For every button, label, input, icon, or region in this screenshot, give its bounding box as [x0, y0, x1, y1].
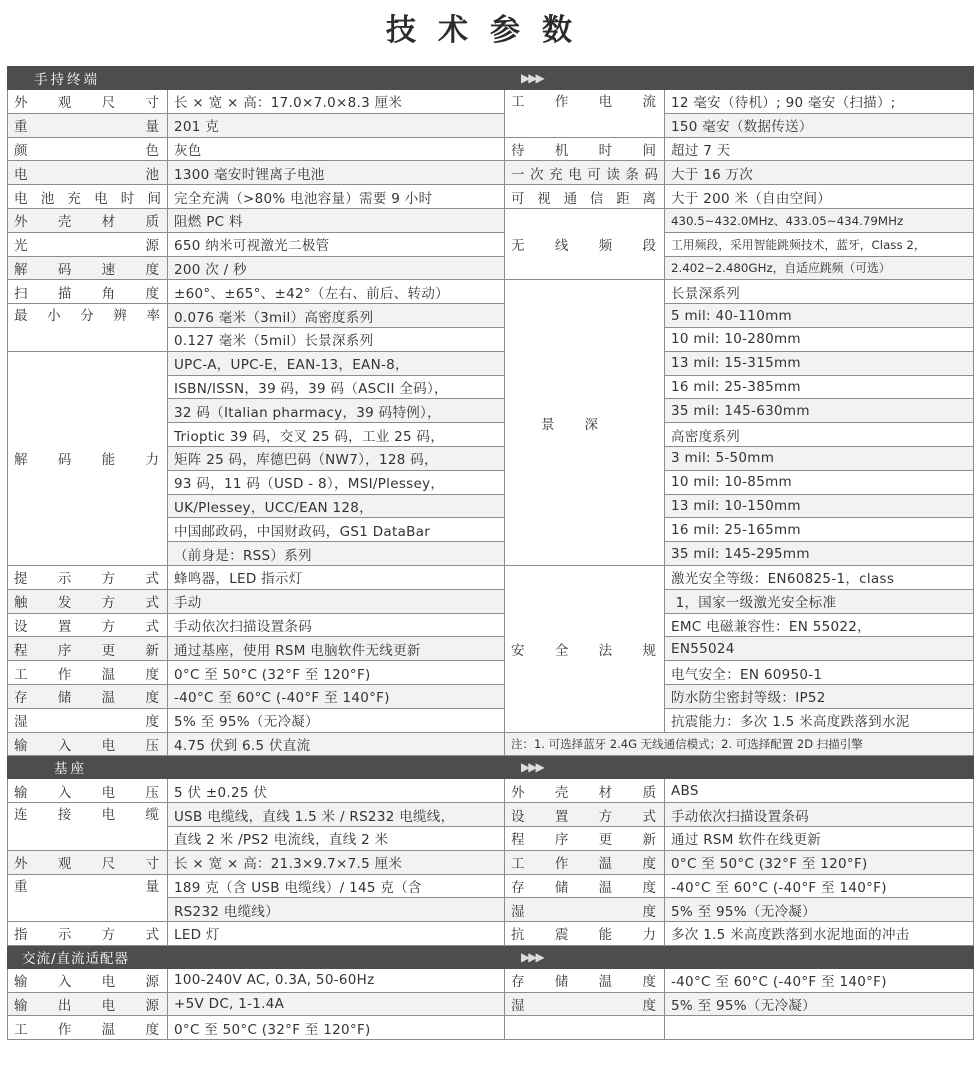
spec-value: 0°C 至 50°C (32°F 至 120°F) — [168, 661, 505, 685]
spec-label: 颜色 — [8, 137, 168, 161]
spec-value: LED 灯 — [168, 922, 505, 946]
spec-value: UK/Plessey，UCC/EAN 128， — [168, 494, 505, 518]
spec-value: 430.5~432.0MHz、433.05~434.79MHz — [665, 208, 974, 232]
page-title: 技术参数 — [386, 13, 594, 48]
table-row — [8, 161, 974, 185]
spec-value: 长 × 宽 × 高：21.3×9.7×7.5 厘米 — [168, 850, 505, 874]
section-title: 基座 — [8, 756, 505, 779]
spec-value: 激光安全等级：EN60825-1，class — [665, 565, 974, 589]
spec-value: EMC 电磁兼容性：EN 55022， — [665, 613, 974, 637]
spec-label: 工作温度 — [8, 661, 168, 685]
spec-value: USB 电缆线，直线 1.5 米 / RS232 电缆线， — [168, 803, 505, 827]
spec-value: 长 × 宽 × 高：17.0×7.0×8.3 厘米 — [168, 90, 505, 114]
spec-label: 湿度 — [505, 898, 665, 922]
footnote: 注：1. 可选择蓝牙 2.4G 无线通信模式；2. 可选择配置 2D 扫描引擎 — [505, 732, 974, 756]
spec-label: 外观尺寸 — [8, 90, 168, 114]
spec-value: 2.402~2.480GHz，自适应跳频（可选） — [665, 256, 974, 280]
spec-value: 电气安全：EN 60950-1 — [665, 661, 974, 685]
spec-value: 150 毫安（数据传送） — [665, 113, 974, 137]
spec-value: 多次 1.5 米高度跌落到水泥地面的冲击 — [665, 922, 974, 946]
spec-label: 设置方式 — [8, 613, 168, 637]
spec-value: 抗震能力：多次 1.5 米高度跌落到水泥 — [665, 708, 974, 732]
spec-label: 湿度 — [505, 992, 665, 1016]
table-row — [8, 684, 974, 708]
spec-value: 10 mil: 10-85mm — [665, 470, 974, 494]
table-row — [8, 1016, 974, 1040]
spec-label: 电池 — [8, 161, 168, 185]
spec-value: Trioptic 39 码，交叉 25 码，工业 25 码， — [168, 423, 505, 447]
table-row — [8, 613, 974, 637]
spec-label: 电池充电时间 — [8, 185, 168, 209]
spec-value: 直线 2 米 /PS2 电流线，直线 2 米 — [168, 826, 505, 850]
spec-value — [665, 1016, 974, 1040]
spec-value: 93 码，11 码（USD - 8），MSI/Plessey， — [168, 470, 505, 494]
spec-value: 3 mil: 5-50mm — [665, 446, 974, 470]
spec-label: 重量 — [8, 113, 168, 137]
spec-label: 湿度 — [8, 708, 168, 732]
spec-value: 16 mil: 25-165mm — [665, 518, 974, 542]
spec-value: 13 mil: 10-150mm — [665, 494, 974, 518]
spec-label: 无线频段 — [505, 208, 665, 279]
spec-value: 阻燃 PC 料 — [168, 208, 505, 232]
spec-label: 程序更新 — [8, 637, 168, 661]
spec-label: 输入电压 — [8, 779, 168, 803]
table-row — [8, 779, 974, 803]
spec-value: 12 毫安（待机）; 90 毫安（扫描）; — [665, 90, 974, 114]
spec-label: 最小分辨率 — [8, 304, 168, 352]
spec-label: 光源 — [8, 232, 168, 256]
table-row — [8, 185, 974, 209]
spec-value: 35 mil: 145-295mm — [665, 542, 974, 566]
spec-value: ABS — [665, 779, 974, 803]
spec-value: 矩阵 25 码，库德巴码（NW7），128 码， — [168, 446, 505, 470]
spec-value: 蜂鸣器，LED 指示灯 — [168, 565, 505, 589]
table-row — [8, 208, 974, 232]
spec-table — [7, 66, 974, 1040]
spec-label: 触发方式 — [8, 589, 168, 613]
table-row — [8, 661, 974, 685]
spec-value: 高密度系列 — [665, 423, 974, 447]
table-row — [8, 850, 974, 874]
section-title: 交流/直流适配器 — [8, 945, 505, 968]
spec-value: 手动依次扫描设置条码 — [168, 613, 505, 637]
spec-value: 大于 200 米（自由空间） — [665, 185, 974, 209]
arrows-icon: ▶▶▶ — [521, 71, 543, 85]
spec-label: 程序更新 — [505, 826, 665, 850]
spec-value: 0.127 毫米（5mil）长景深系列 — [168, 327, 505, 351]
spec-value: 灰色 — [168, 137, 505, 161]
spec-value: 中国邮政码，中国财政码，GS1 DataBar — [168, 518, 505, 542]
table-row — [8, 232, 974, 256]
table-row — [8, 708, 974, 732]
spec-label: 存储温度 — [505, 874, 665, 898]
spec-value: 手动 — [168, 589, 505, 613]
spec-value: 5% 至 95%（无冷凝） — [168, 708, 505, 732]
spec-label: 指示方式 — [8, 922, 168, 946]
spec-value: 35 mil: 145-630mm — [665, 399, 974, 423]
table-row — [8, 968, 974, 992]
section-header-handheld — [8, 67, 974, 90]
spec-value: -40°C 至 60°C (-40°F 至 140°F) — [168, 684, 505, 708]
spec-label: 外壳材质 — [8, 208, 168, 232]
spec-label: 工作温度 — [8, 1016, 168, 1040]
spec-label: 安全法规 — [505, 565, 665, 732]
spec-value: 大于 16 万次 — [665, 161, 974, 185]
spec-value: 10 mil: 10-280mm — [665, 327, 974, 351]
spec-value: 长景深系列 — [665, 280, 974, 304]
spec-value: 0°C 至 50°C (32°F 至 120°F) — [665, 850, 974, 874]
spec-value: 手动依次扫描设置条码 — [665, 803, 974, 827]
spec-label: 外壳材质 — [505, 779, 665, 803]
table-row — [8, 256, 974, 280]
section-header-base — [8, 756, 974, 779]
section-title: 手持终端 — [8, 67, 505, 90]
spec-value: 完全充满（>80% 电池容量）需要 9 小时 — [168, 185, 505, 209]
spec-value: 1300 毫安时锂离子电池 — [168, 161, 505, 185]
spec-value: ISBN/ISSN，39 码，39 码（ASCII 全码）， — [168, 375, 505, 399]
spec-value: 5 mil: 40-110mm — [665, 304, 974, 328]
table-row — [8, 113, 974, 137]
spec-value: 通过 RSM 软件在线更新 — [665, 826, 974, 850]
spec-label: 提示方式 — [8, 565, 168, 589]
table-row — [8, 137, 974, 161]
spec-value: 4.75 伏到 6.5 伏直流 — [168, 732, 505, 756]
spec-label: 一次充电可读条码 — [505, 161, 665, 185]
spec-value: 100-240V AC, 0.3A, 50-60Hz — [168, 968, 505, 992]
spec-value: 201 克 — [168, 113, 505, 137]
spec-label: 存储温度 — [8, 684, 168, 708]
spec-value: RS232 电缆线） — [168, 898, 505, 922]
table-row — [8, 565, 974, 589]
spec-value: 16 mil: 25-385mm — [665, 375, 974, 399]
spec-label: 景深 — [505, 280, 665, 566]
spec-label: 扫描角度 — [8, 280, 168, 304]
spec-value: 5% 至 95%（无冷凝） — [665, 898, 974, 922]
spec-label: 连接电缆 — [8, 803, 168, 851]
arrows-icon: ▶▶▶ — [521, 949, 543, 964]
spec-label: 抗震能力 — [505, 922, 665, 946]
spec-label: 可视通信距离 — [505, 185, 665, 209]
table-row — [8, 922, 974, 946]
table-row — [8, 637, 974, 661]
spec-value: 5% 至 95%（无冷凝） — [665, 992, 974, 1016]
table-row — [8, 589, 974, 613]
spec-value: ±60°、±65°、±42°（左右、前后、转动） — [168, 280, 505, 304]
spec-value: 1，国家一级激光安全标准 — [665, 589, 974, 613]
arrows-icon: ▶▶▶ — [521, 760, 543, 775]
spec-label: 解码能力 — [8, 351, 168, 565]
spec-label: 工作电流 — [505, 90, 665, 138]
spec-value: 189 克（含 USB 电缆线）/ 145 克（含 — [168, 874, 505, 898]
table-row — [8, 803, 974, 827]
spec-label: 外观尺寸 — [8, 850, 168, 874]
spec-value: 防水防尘密封等级：IP52 — [665, 684, 974, 708]
spec-value: UPC-A，UPC-E，EAN-13，EAN-8， — [168, 351, 505, 375]
spec-label: 输出电源 — [8, 992, 168, 1016]
spec-value: EN55024 — [665, 637, 974, 661]
table-row — [8, 351, 974, 375]
spec-value: 工用频段，采用智能跳频技术，蓝牙，Class 2， — [665, 232, 974, 256]
spec-label: 重量 — [8, 874, 168, 922]
spec-value: 超过 7 天 — [665, 137, 974, 161]
spec-value: -40°C 至 60°C (-40°F 至 140°F) — [665, 874, 974, 898]
spec-label: 工作温度 — [505, 850, 665, 874]
spec-value: 5 伏 ±0.25 伏 — [168, 779, 505, 803]
table-row — [8, 90, 974, 114]
spec-value: 0°C 至 50°C (32°F 至 120°F) — [168, 1016, 505, 1040]
spec-value: 200 次 / 秒 — [168, 256, 505, 280]
spec-label: 输入电压 — [8, 732, 168, 756]
spec-label: 存储温度 — [505, 968, 665, 992]
spec-value: 通过基座，使用 RSM 电脑软件无线更新 — [168, 637, 505, 661]
spec-value: 0.076 毫米（3mil）高密度系列 — [168, 304, 505, 328]
spec-value: （前身是：RSS）系列 — [168, 542, 505, 566]
table-row — [8, 280, 974, 304]
spec-label: 待机时间 — [505, 137, 665, 161]
spec-label: 输入电源 — [8, 968, 168, 992]
table-row — [8, 304, 974, 328]
section-header-adapter — [8, 945, 974, 968]
spec-value: 13 mil: 15-315mm — [665, 351, 974, 375]
table-row — [8, 732, 974, 756]
spec-label: 解码速度 — [8, 256, 168, 280]
spec-value: -40°C 至 60°C (-40°F 至 140°F) — [665, 968, 974, 992]
table-row — [8, 874, 974, 898]
spec-label: 设置方式 — [505, 803, 665, 827]
spec-value: +5V DC, 1-1.4A — [168, 992, 505, 1016]
table-row — [8, 992, 974, 1016]
spec-label — [505, 1016, 665, 1040]
spec-value: 32 码（Italian pharmacy，39 码特例）， — [168, 399, 505, 423]
spec-value: 650 纳米可视激光二极管 — [168, 232, 505, 256]
